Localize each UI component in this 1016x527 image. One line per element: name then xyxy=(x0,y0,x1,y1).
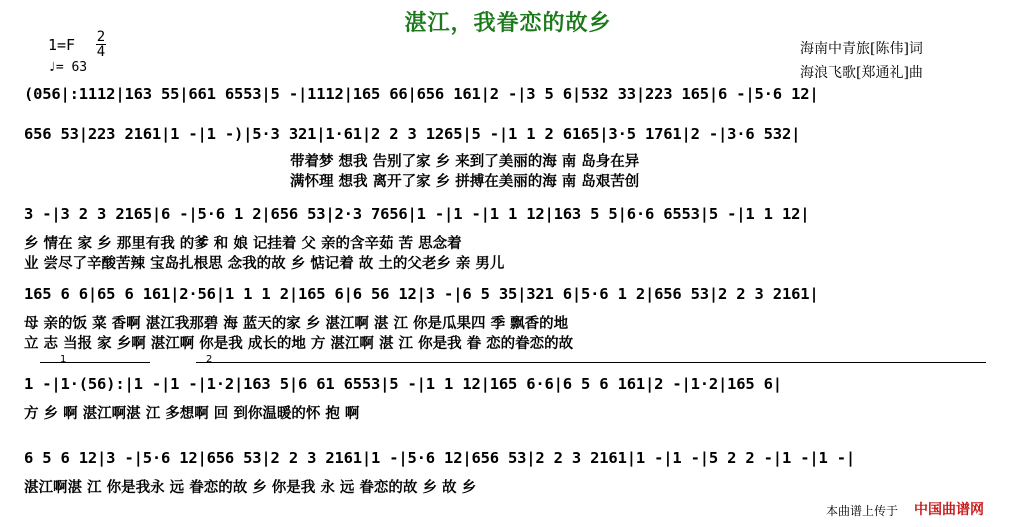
tempo-marking: ♩= 63 xyxy=(48,60,88,75)
score-row-1-notes: (056|:1112|163 55|661 6553|5 -|1112|165 66|656 161|2 -|3 5 6|532 33|223 165|6 -|5·6 12| xyxy=(24,85,819,103)
composer-credit: 海浪飞歌[郑通礼]曲 xyxy=(800,65,923,81)
score-row-3-lyrics-verse-2: 业 尝尽了辛酸苦辣 宝岛扎根思 念我的故 乡 惦记着 故 土的父老乡 亲 男儿 xyxy=(24,256,505,272)
score-row-6-lyrics: 湛江啊湛 江 你是我永 远 眷恋的故 乡 你是我 永 远 眷恋的故 乡 故 乡 xyxy=(24,480,477,496)
time-signature xyxy=(96,30,106,59)
score-row-5-notes: 1 -|1·(56):|1 -|1 -|1·2|163 5|6 61 6553|5 -|1 1 12|165 6·6|6 5 6 161|2 -|1·2|165 6| xyxy=(24,375,782,393)
volta-2-label: 2 xyxy=(206,354,213,365)
volta-1-label: 1 xyxy=(60,354,67,365)
score-row-4-lyrics-verse-2: 立 志 当报 家 乡啊 湛江啊 你是我 成长的地 方 湛江啊 湛 江 你是我 眷 恋的眷恋的故 xyxy=(24,336,574,352)
time-signature-bottom: 4 xyxy=(96,44,106,60)
score-row-3-notes: 3 -|3 2 3 2165|6 -|5·6 1 2|656 53|2·3 7656|1 -|1 -|1 1 12|163 5 5|6·6 6553|5 -|1 1 12| xyxy=(24,205,810,223)
volta-2-bracket xyxy=(196,362,986,363)
lyricist-credit: 海南中青旅[陈伟]词 xyxy=(800,41,923,57)
score-row-4-notes: 165 6 6|65 6 161|2·56|1 1 1 2|165 6|6 56 12|3 -|6 5 35|321 6|5·6 1 2|656 53|2 2 3 2161| xyxy=(24,285,819,303)
score-row-6-notes: 6 5 6 12|3 -|5·6 12|656 53|2 2 3 2161|1 -|5·6 12|656 53|2 2 3 2161|1 -|1 -|5 2 2 -|1 -|1 -| xyxy=(24,449,855,467)
upload-note: 本曲谱上传于 xyxy=(826,504,899,518)
score-row-2-notes: 656 53|223 2161|1 -|1 -)|5·3 321|1·61|2 2 3 1265|5 -|1 1 2 6165|3·5 1761|2 -|3·6 532| xyxy=(24,125,801,143)
site-logo: 中国曲谱网 xyxy=(914,502,984,518)
score-row-2-lyrics-verse-2: 满怀理 想我 离开了家 乡 拼搏在美丽的海 南 岛艰苦创 xyxy=(290,174,640,190)
score-row-4-lyrics-verse-1: 母 亲的饭 菜 香啊 湛江我那碧 海 蓝天的家 乡 湛江啊 湛 江 你是瓜果四 季 飘香的地 xyxy=(24,316,569,332)
key-signature: 1=F xyxy=(48,36,76,54)
volta-1-bracket xyxy=(40,362,150,363)
score-row-5-lyrics: 方 乡 啊 湛江啊湛 江 多想啊 回 到你温暖的怀 抱 啊 xyxy=(24,406,360,422)
score-row-2-lyrics-verse-1: 带着梦 想我 告别了家 乡 来到了美丽的海 南 岛身在异 xyxy=(290,154,640,170)
song-title: 湛江，我眷恋的故乡 xyxy=(404,11,612,36)
score-row-3-lyrics-verse-1: 乡 情在 家 乡 那里有我 的爹 和 娘 记挂着 父 亲的含辛茹 苦 思念着 xyxy=(24,236,462,252)
time-signature-top: 2 xyxy=(96,29,106,45)
